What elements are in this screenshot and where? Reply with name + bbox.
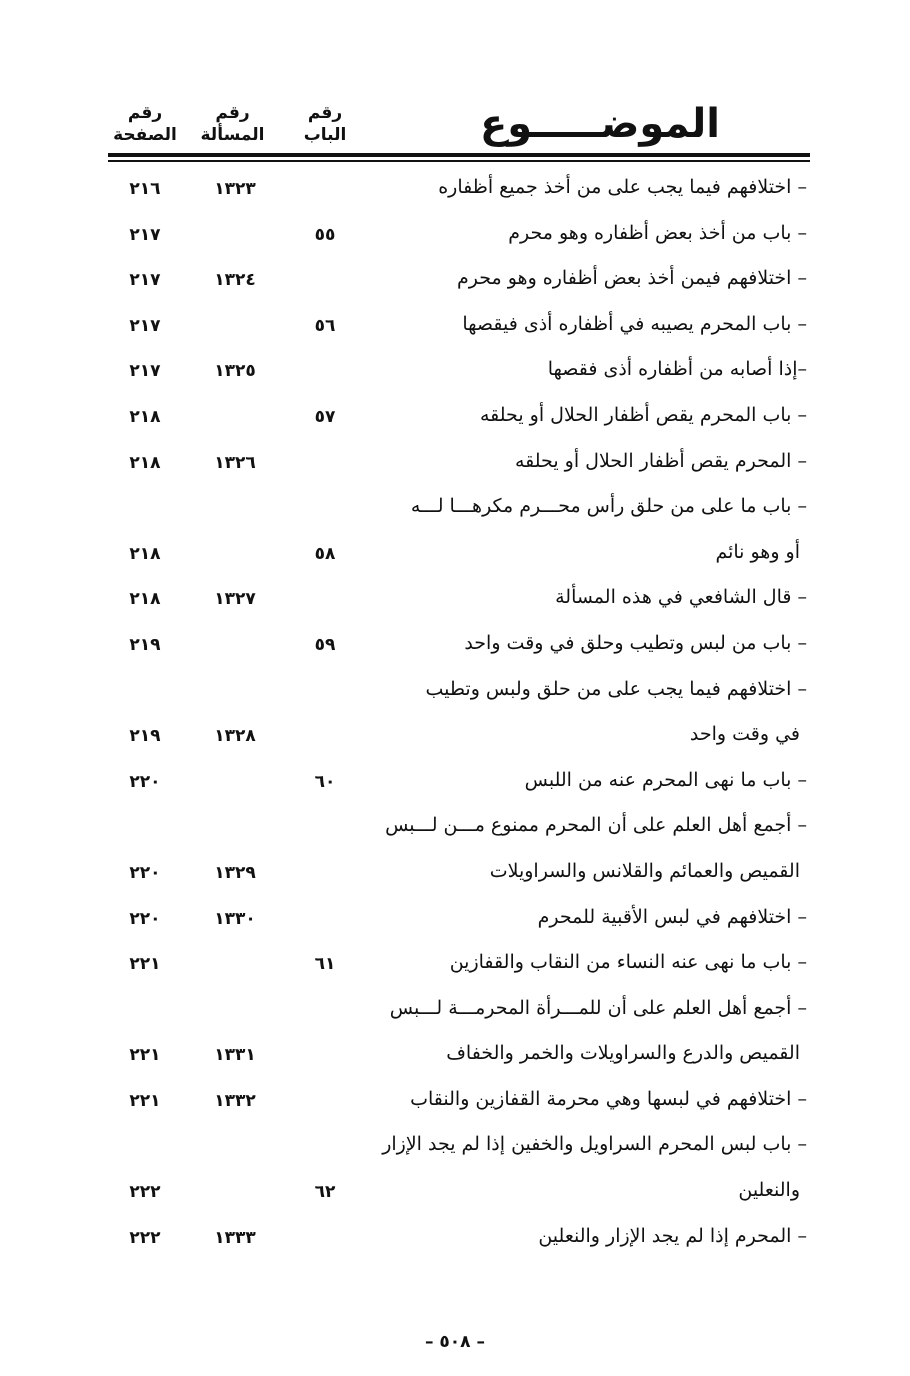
header-page-number: رقم الصفحة (113, 103, 177, 145)
row-topic: – اختلافهم في لبسها وهي محرمة القفازين والنقاب (410, 1087, 807, 1110)
table-row (0, 257, 910, 303)
row-issue-number: ١٣٢٦ (214, 452, 256, 473)
table-row (0, 1215, 910, 1261)
header-chapter-number: رقم الباب (303, 103, 347, 145)
header-issue-number: رقم المسألة (200, 103, 265, 145)
table-row (0, 576, 910, 622)
row-chapter-number: ٦١ (314, 954, 336, 975)
table-row (0, 1078, 910, 1124)
row-topic: – باب من لبس وتطيب وحلق في وقت واحد (464, 631, 807, 654)
table-row (0, 440, 910, 486)
table-row (0, 303, 910, 349)
row-page-number: ٢١٨ (129, 543, 161, 564)
row-topic: – اختلافهم فيما يجب على من حلق ولبس وتطيب (425, 677, 807, 700)
row-topic: والنعلين (738, 1179, 800, 1202)
row-issue-number: ١٣٢٤ (214, 270, 256, 291)
row-topic: – باب المحرم يصيبه في أظفاره أذى فيقصها (462, 312, 807, 335)
table-row (0, 531, 910, 577)
row-page-number: ٢١٩ (129, 726, 161, 747)
row-issue-number: ١٣٢٧ (214, 589, 256, 610)
header-rule-thick (108, 153, 810, 157)
page-number: – ٥٠٨ – (425, 1332, 485, 1352)
table-row (0, 850, 910, 896)
table-row (0, 987, 910, 1033)
row-page-number: ٢٢١ (129, 1045, 161, 1066)
table-row (0, 1123, 910, 1169)
row-page-number: ٢٢٠ (129, 771, 161, 792)
row-topic: القميص والدرع والسراويلات والخمر والخفاف (446, 1042, 800, 1065)
row-page-number: ٢١٧ (129, 270, 161, 291)
row-page-number: ٢١٧ (129, 315, 161, 336)
row-issue-number: ١٣٢٥ (214, 361, 256, 382)
row-topic: –إذا أصابه من أظفاره أذى فقصها (547, 358, 807, 381)
row-topic: – باب المحرم يقص أظفار الحلال أو يحلقه (479, 403, 807, 426)
table-header (90, 96, 810, 158)
row-chapter-number: ٦٠ (314, 771, 336, 792)
table-row (0, 166, 910, 212)
row-page-number: ٢٢١ (129, 1090, 161, 1111)
row-page-number: ٢٢٠ (129, 908, 161, 929)
table-row (0, 896, 910, 942)
row-topic: – اختلافهم فيمن أخذ بعض أظفاره وهو محرم (457, 267, 807, 290)
row-topic: القميص والعمائم والقلانس والسراويلات (489, 859, 800, 882)
row-chapter-number: ٥٦ (314, 315, 336, 336)
row-issue-number: ١٣٣٠ (214, 908, 256, 929)
row-page-number: ٢١٨ (129, 589, 161, 610)
row-topic: – باب ما نهى عنه النساء من النقاب والقفازين (449, 951, 807, 974)
row-topic: – باب ما على من حلق رأس محـــرم مكرهـــا لـــه (410, 495, 807, 518)
table-row (0, 348, 910, 394)
row-issue-number: ١٣٣٣ (214, 1227, 256, 1248)
header-topic: الموضـــــوع (479, 101, 721, 147)
row-page-number: ٢٢٢ (129, 1182, 161, 1203)
row-page-number: ٢١٧ (129, 361, 161, 382)
row-topic: – اختلافهم في لبس الأقبية للمحرم (537, 905, 807, 928)
row-page-number: ٢٢٢ (129, 1227, 161, 1248)
row-topic: أو وهو نائم (715, 540, 800, 563)
row-issue-number: ١٣٢٨ (214, 726, 256, 747)
row-issue-number: ١٣٣٢ (214, 1090, 256, 1111)
row-page-number: ٢١٨ (129, 406, 161, 427)
table-row (0, 1169, 910, 1215)
row-page-number: ٢٢١ (129, 954, 161, 975)
row-topic: – باب من أخذ بعض أظفاره وهو محرم (508, 221, 807, 244)
row-page-number: ٢١٧ (129, 224, 161, 245)
table-row (0, 804, 910, 850)
row-topic: في وقت واحد (689, 723, 800, 746)
row-topic: – باب لبس المحرم السراويل والخفين إذا لم يجد الإزار (382, 1133, 807, 1156)
header-rule-thin (108, 160, 810, 162)
row-issue-number: ١٣٣١ (214, 1045, 256, 1066)
row-chapter-number: ٥٥ (314, 224, 336, 245)
table-row (0, 212, 910, 258)
row-topic: – اختلافهم فيما يجب على من أخذ جميع أظفاره (438, 176, 807, 198)
row-topic: – قال الشافعي في هذه المسألة (555, 586, 807, 609)
row-chapter-number: ٦٢ (314, 1182, 336, 1203)
row-chapter-number: ٥٧ (314, 406, 336, 427)
row-page-number: ٢١٩ (129, 634, 161, 655)
row-topic: – باب ما نهى المحرم عنه من اللبس (524, 768, 807, 791)
table-row (0, 622, 910, 668)
row-page-number: ٢١٦ (129, 179, 161, 199)
row-issue-number: ١٣٢٣ (214, 179, 256, 199)
row-page-number: ٢٢٠ (129, 862, 161, 883)
table-row (0, 759, 910, 805)
table-row (0, 668, 910, 714)
row-topic: – المحرم إذا لم يجد الإزار والنعلين (538, 1224, 807, 1247)
table-row (0, 394, 910, 440)
row-topic: – أجمع أهل العلم على أن للمـــرأة المحرمـــة لـــبس (389, 996, 807, 1019)
row-chapter-number: ٥٨ (314, 543, 336, 564)
table-row (0, 941, 910, 987)
index-table (0, 166, 910, 1260)
table-row (0, 1032, 910, 1078)
row-page-number: ٢١٨ (129, 452, 161, 473)
table-row (0, 485, 910, 531)
row-topic: – المحرم يقص أظفار الحلال أو يحلقه (514, 449, 807, 472)
row-issue-number: ١٣٢٩ (214, 862, 256, 883)
table-row (0, 713, 910, 759)
row-topic: – أجمع أهل العلم على أن المحرم ممنوع مـــن لـــبس (385, 814, 807, 837)
row-chapter-number: ٥٩ (314, 634, 336, 655)
